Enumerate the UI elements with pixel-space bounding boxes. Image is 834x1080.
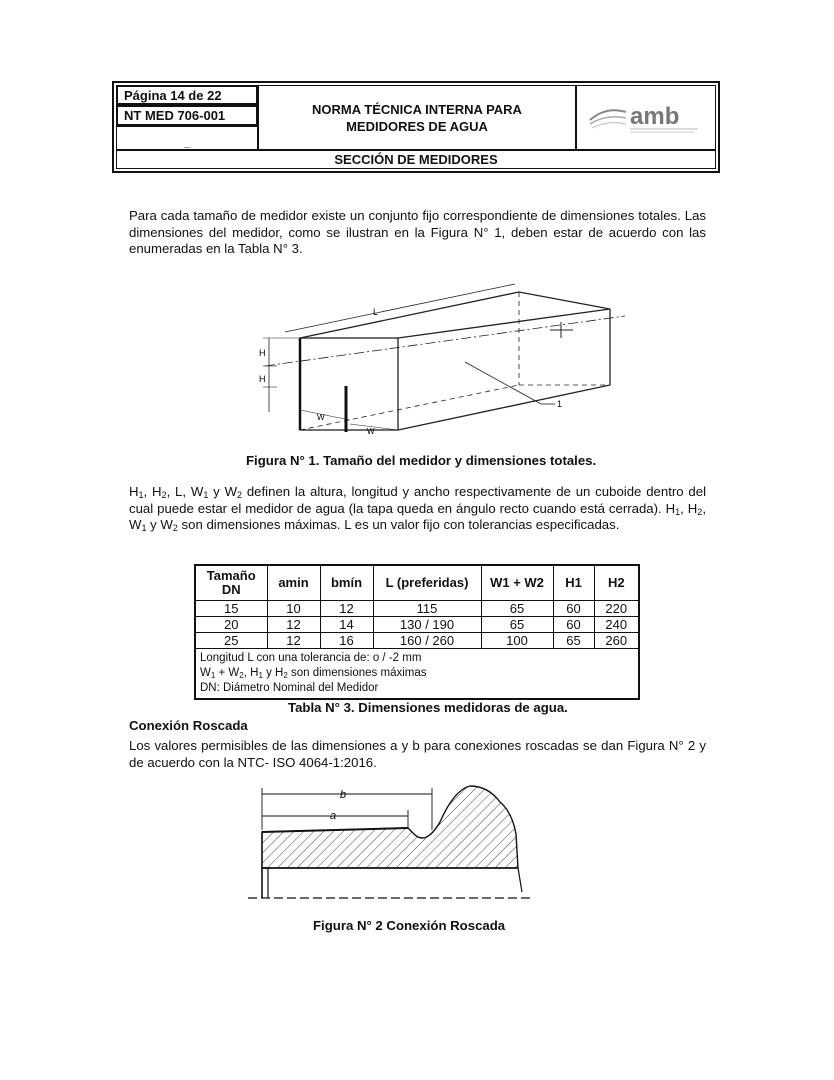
table-cell: 115	[373, 601, 481, 617]
amb-logo	[586, 98, 706, 138]
table-cell: 10	[267, 601, 320, 617]
table-note-2: $W_1 + W_2$, $H_1$ y $H_2$ son dimensiones máximas	[200, 667, 427, 680]
dim-label-w1: W	[317, 413, 325, 422]
section-title: SECCIÓN DE MEDIDORES	[116, 150, 716, 169]
dim-label-a: a	[330, 810, 337, 822]
col-header: Tamaño DN	[195, 565, 267, 601]
logo-text: amb	[630, 102, 680, 130]
title-line-1: NORMA TÉCNICA INTERNA PARA	[312, 101, 522, 117]
table-cell: 12	[267, 617, 320, 633]
logo-cell	[576, 85, 716, 150]
dimensions-table	[194, 564, 640, 700]
figure-1-caption: Figura N° 1. Tamaño del medidor y dimensiones totales.	[246, 453, 597, 468]
table-cell: 16	[320, 633, 373, 649]
col-header: bmín	[320, 565, 373, 601]
figure-1-cuboid	[255, 282, 635, 442]
table-notes	[195, 649, 639, 700]
table-note-1: Longitud L con una tolerancia de: o / -2 mm	[200, 652, 422, 664]
dimensions-paragraph: $H_1$, $H_2$, L, $W_1$ y $W_2$ definen la altura, longitud y ancho respectivamente de un cuboide dentro del cual puede estar el medidor de agua (la tapa queda en ángulo recto cuando está cerrada). $H_1$, $H_2$, $W_1$ y $W_2$ son dimensiones máximas. L es un valor fijo con tolerancias especificadas.	[129, 484, 706, 533]
table-cell: 25	[195, 633, 267, 649]
col-header: L (preferidas)	[373, 565, 481, 601]
table-cell: 20	[195, 617, 267, 633]
table-note-3: DN: Diámetro Nominal del Medidor	[200, 682, 379, 694]
table-cell: 260	[594, 633, 639, 649]
table-cell: 60	[553, 617, 594, 633]
table-cell: 160 / 260	[373, 633, 481, 649]
table-row	[195, 601, 639, 617]
table-row	[195, 633, 639, 649]
figure-2-caption: Figura N° 2 Conexión Roscada	[313, 918, 506, 933]
document-title	[258, 85, 576, 150]
dim-label-w2: W	[367, 427, 375, 436]
table-caption: Tabla N° 3. Dimensiones medidoras de agua.	[288, 700, 568, 715]
col-header: H2	[594, 565, 639, 601]
dim-label-h1: H	[259, 348, 266, 358]
section-heading-threaded: Conexión Roscada	[129, 718, 248, 733]
table-row	[195, 617, 639, 633]
table-cell: 220	[594, 601, 639, 617]
table-notes-row	[195, 649, 639, 700]
table-cell: 65	[553, 633, 594, 649]
table-cell: 12	[267, 633, 320, 649]
intro-paragraph: Para cada tamaño de medidor existe un conjunto fijo correspondiente de dimensiones totales. Las dimensiones del medidor, como se ilustran en la Figura N° 1, deben estar de acuerdo con las enumeradas en la Tabla N° 3.	[129, 208, 706, 256]
dim-label-h2: H	[259, 374, 266, 384]
dim-label-l: L	[373, 307, 379, 317]
threaded-paragraph: Los valores permisibles de las dimensiones a y b para conexiones roscadas se dan Figura N° 2 y de acuerdo con la NTC- ISO 4064-1:2016.	[129, 738, 706, 770]
figure-2-threaded-connection	[244, 782, 534, 904]
blank-cell: _	[116, 126, 258, 150]
table-cell: 15	[195, 601, 267, 617]
table-cell: 60	[553, 601, 594, 617]
table-cell: 130 / 190	[373, 617, 481, 633]
doc-code: NT MED 706-001	[116, 105, 258, 126]
dim-label-b: b	[340, 789, 347, 801]
title-line-2: MEDIDORES DE AGUA	[346, 118, 488, 134]
table-header-row	[195, 565, 639, 601]
table-cell: 12	[320, 601, 373, 617]
table-cell: 100	[481, 633, 553, 649]
table-cell: 240	[594, 617, 639, 633]
marker-label: 1	[557, 399, 563, 409]
table-cell: 65	[481, 601, 553, 617]
col-header: amin	[267, 565, 320, 601]
col-header: W1 + W2	[481, 565, 553, 601]
table-cell: 14	[320, 617, 373, 633]
page-label: Página 14 de 22	[116, 85, 258, 105]
table-cell: 65	[481, 617, 553, 633]
col-header: H1	[553, 565, 594, 601]
